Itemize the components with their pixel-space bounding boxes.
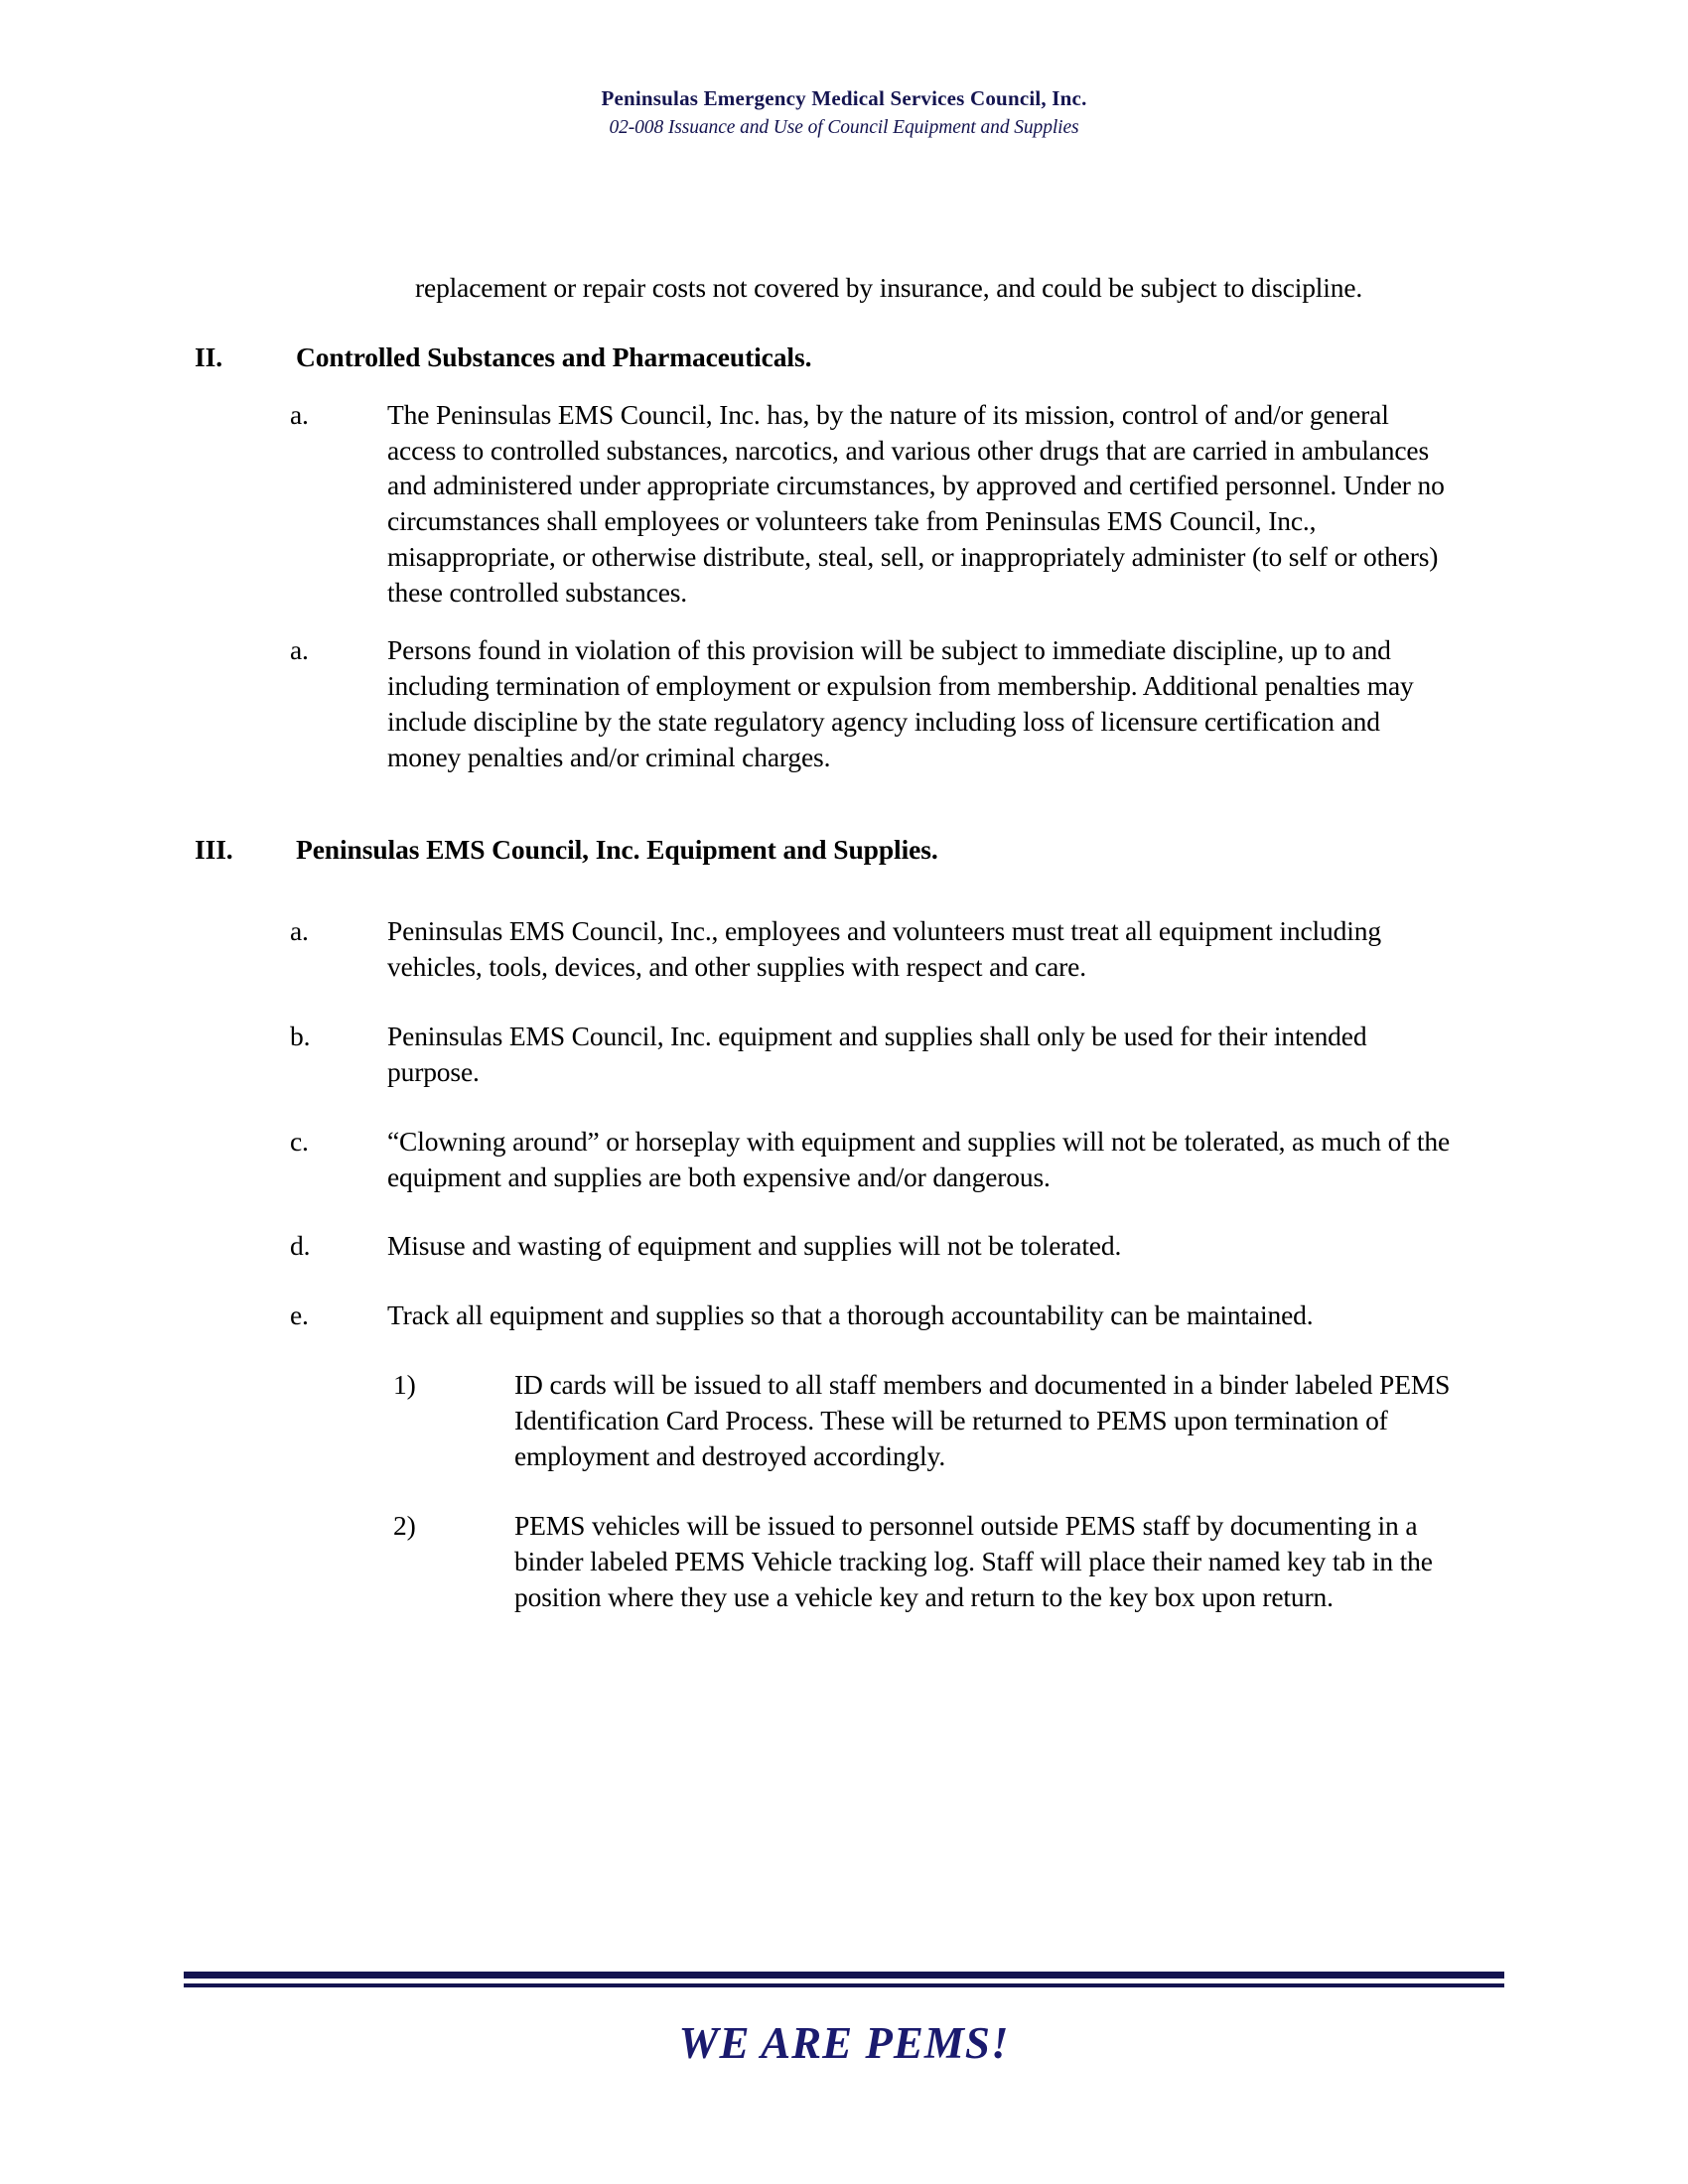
- list-item: [290, 1297, 1452, 1333]
- footer-divider-thin-line: [184, 1983, 1504, 1987]
- section-heading-iii: [195, 832, 1485, 868]
- list-item-text: “Clowning around” or horseplay with equipment and supplies will not be tolerated, as much of the equipment and supplies are both expensive and/or dangerous.: [387, 1125, 1451, 1192]
- sub-list-item: [393, 1367, 1456, 1474]
- list-item: [290, 397, 1452, 611]
- list-item: [290, 1019, 1452, 1090]
- list-item-text: Peninsulas EMS Council, Inc. equipment and supplies shall only be used for their intended purpose.: [387, 1020, 1367, 1087]
- list-item-marker: a.: [290, 398, 309, 430]
- footer-slogan: WE ARE PEMS!: [678, 2018, 1010, 2068]
- list-item-marker: a.: [290, 633, 309, 665]
- list-item: [290, 913, 1452, 985]
- list-item-marker: e.: [290, 1299, 309, 1331]
- document-header: [0, 85, 1688, 141]
- section-heading-ii: [195, 340, 1485, 375]
- list-item-text: The Peninsulas EMS Council, Inc. has, by the nature of its mission, control of and/or general access to controlled substances, narcotics, and various other drugs that are carried in ambulances and administered under appropriate circumstances, by approved and certified personnel. Under no circumstances shall employees or volunteers take from Peninsulas EMS Council, Inc., misappropriate, or otherwise distribute, steal, sell, or inappropriately administer (to self or others) these controlled substances.: [387, 398, 1445, 608]
- sub-list-item-text: PEMS vehicles will be issued to personnel outside PEMS staff by documenting in a binder labeled PEMS Vehicle tracking log. Staff will place their named key tab in the position where they use a vehicle key and return to the key box upon return.: [514, 1509, 1433, 1612]
- section-title-iii: Peninsulas EMS Council, Inc. Equipment and Supplies.: [296, 834, 938, 866]
- header-organization-name: Peninsulas Emergency Medical Services Council, Inc.: [601, 86, 1087, 110]
- list-item-text: Persons found in violation of this provision will be subject to immediate discipline, up to and including termination of employment or expulsion from membership. Additional penalties may include discipline by the state regulatory agency including loss of licensure certification and money penalties and/or criminal charges.: [387, 633, 1414, 772]
- list-item-marker: d.: [290, 1230, 311, 1262]
- list-item-text: Misuse and wasting of equipment and supplies will not be tolerated.: [387, 1230, 1122, 1262]
- list-item-marker: b.: [290, 1020, 311, 1051]
- list-item-marker: a.: [290, 915, 309, 947]
- header-document-subtitle: 02-008 Issuance and Use of Council Equipment and Supplies: [609, 117, 1079, 139]
- sub-list-item: [393, 1508, 1456, 1615]
- list-item: [290, 1124, 1452, 1195]
- list-item-text: Peninsulas EMS Council, Inc., employees and volunteers must treat all equipment including vehicles, tools, devices, and other supplies with respect and care.: [387, 915, 1381, 982]
- list-item-text: Track all equipment and supplies so that a thorough accountability can be maintained.: [387, 1299, 1314, 1331]
- list-item-marker: c.: [290, 1125, 309, 1157]
- footer-divider: [184, 1972, 1504, 1987]
- section-marker-iii: III.: [195, 834, 233, 866]
- sub-list-item-marker: 2): [393, 1509, 416, 1541]
- continued-paragraph: replacement or repair costs not covered by insurance, and could be subject to discipline.: [415, 272, 1363, 303]
- footer-divider-thick-line: [184, 1972, 1504, 1979]
- section-title-ii: Controlled Substances and Pharmaceuticals.: [296, 341, 812, 372]
- document-body: [0, 270, 1688, 1898]
- list-item: [290, 1228, 1452, 1264]
- section-marker-ii: II.: [195, 341, 222, 372]
- sub-list-item-marker: 1): [393, 1369, 416, 1401]
- list-item: [290, 632, 1452, 775]
- document-footer: [0, 1926, 1688, 2184]
- sub-list-item-text: ID cards will be issued to all staff members and documented in a binder labeled PEMS Identification Card Process. These will be returned to PEMS upon termination of employment and destroyed accordingly.: [514, 1369, 1451, 1471]
